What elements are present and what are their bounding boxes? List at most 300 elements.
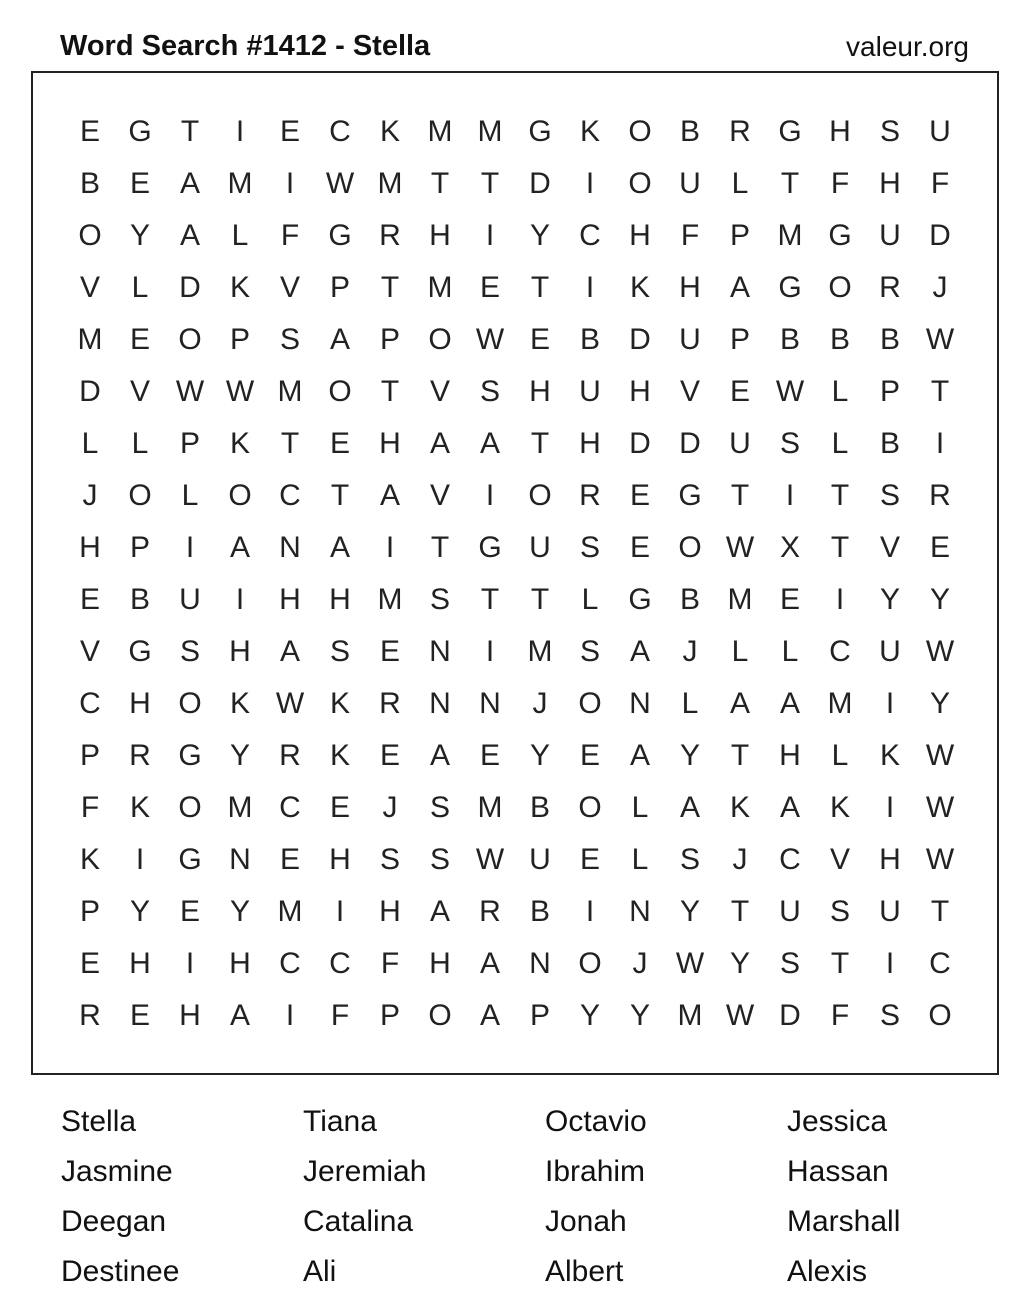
grid-cell: I (235, 115, 245, 148)
grid-cell: M (277, 375, 303, 408)
grid-cell: A (729, 271, 750, 304)
grid-cell: E (579, 843, 600, 876)
grid-cell: C (329, 947, 351, 980)
grid-cell: B (529, 791, 550, 824)
grid-cell: E (529, 323, 550, 356)
grid-cell: W (925, 323, 955, 356)
grid-cell: T (730, 739, 750, 772)
grid-cell: I (285, 167, 295, 200)
grid-cell: S (579, 531, 600, 564)
grid-cell: V (879, 531, 900, 564)
grid-cell: V (129, 375, 150, 408)
grid-cell: W (675, 947, 705, 980)
grid-cell: C (779, 843, 801, 876)
grid-cell: P (729, 219, 750, 252)
grid-cell: H (779, 739, 801, 772)
grid-cell: M (477, 115, 503, 148)
grid-cell: P (79, 895, 100, 928)
grid-cell: P (879, 375, 900, 408)
word-list-item: Marshall (787, 1205, 901, 1238)
word-list-item: Stella (61, 1105, 137, 1138)
grid-cell: B (879, 427, 900, 460)
grid-cell: D (629, 427, 651, 460)
grid-cell: L (681, 687, 699, 720)
grid-cell: O (228, 479, 252, 512)
grid-cell: N (629, 895, 651, 928)
grid-cell: G (828, 219, 852, 252)
grid-cell: N (279, 531, 301, 564)
grid-cell: H (529, 375, 551, 408)
grid-cell: Y (629, 999, 650, 1032)
grid-cell: I (385, 531, 395, 564)
word-list (61, 1097, 1030, 1297)
grid-cell: S (879, 999, 900, 1032)
grid-cell: P (379, 323, 400, 356)
grid-cell: F (280, 219, 300, 252)
grid-cell: G (128, 115, 152, 148)
grid-cell: D (529, 167, 551, 200)
grid-cell: L (831, 739, 849, 772)
grid-cell: H (579, 427, 601, 460)
grid-cell: L (131, 271, 149, 304)
grid-cell: T (380, 271, 400, 304)
grid-cell: A (779, 791, 800, 824)
grid-cell: A (179, 167, 200, 200)
word-list-item: Deegan (61, 1205, 167, 1238)
grid-cell: T (480, 167, 500, 200)
grid-cell: A (429, 739, 450, 772)
grid-cell: W (775, 375, 805, 408)
grid-cell: S (779, 947, 800, 980)
grid-cell: I (585, 271, 595, 304)
word-list-item: Hassan (787, 1155, 889, 1188)
grid-cell: M (77, 323, 103, 356)
grid-cell: G (478, 531, 502, 564)
word-list-item: Jeremiah (303, 1155, 427, 1188)
grid-cell: G (678, 479, 702, 512)
grid-cell: H (129, 947, 151, 980)
word-list-item: Ali (303, 1255, 337, 1288)
grid-cell: P (729, 323, 750, 356)
grid-cell: M (777, 219, 803, 252)
grid-cell: Y (929, 687, 950, 720)
grid-cell: C (579, 219, 601, 252)
grid-cell: F (830, 167, 850, 200)
letter-grid (65, 106, 965, 1042)
grid-cell: W (475, 323, 505, 356)
grid-cell: K (129, 791, 150, 824)
grid-cell: B (79, 167, 100, 200)
grid-cell: I (585, 895, 595, 928)
grid-cell: H (229, 947, 251, 980)
grid-cell: K (329, 687, 350, 720)
grid-cell: A (229, 531, 250, 564)
grid-cell: W (325, 167, 355, 200)
grid-cell: E (629, 531, 650, 564)
grid-cell: K (579, 115, 600, 148)
grid-cell: E (129, 323, 150, 356)
grid-cell: V (429, 479, 450, 512)
grid-cell: A (329, 323, 350, 356)
grid-cell: M (677, 999, 703, 1032)
grid-cell: U (879, 219, 901, 252)
grid-cell: G (178, 739, 202, 772)
grid-cell: S (879, 479, 900, 512)
grid-cell: F (330, 999, 350, 1032)
grid-cell: G (328, 219, 352, 252)
grid-cell: T (180, 115, 200, 148)
grid-cell: I (485, 219, 495, 252)
grid-cell: K (729, 791, 750, 824)
grid-cell: K (879, 739, 900, 772)
grid-cell: L (831, 375, 849, 408)
grid-cell: G (778, 271, 802, 304)
grid-cell: I (835, 583, 845, 616)
grid-cell: I (485, 479, 495, 512)
grid-cell: H (429, 219, 451, 252)
grid-cell: B (529, 895, 550, 928)
grid-cell: J (632, 947, 648, 980)
grid-cell: L (731, 167, 749, 200)
grid-cell: N (429, 687, 451, 720)
header (0, 0, 1030, 70)
grid-cell: R (279, 739, 301, 772)
grid-cell: M (227, 791, 253, 824)
grid-cell: H (679, 271, 701, 304)
grid-cell: S (829, 895, 850, 928)
grid-cell: R (379, 687, 401, 720)
grid-cell: A (279, 635, 300, 668)
grid-cell: T (830, 479, 850, 512)
grid-cell: E (279, 115, 300, 148)
grid-cell: G (778, 115, 802, 148)
grid-cell: V (79, 271, 100, 304)
grid-cell: A (729, 687, 750, 720)
grid-cell: H (379, 895, 401, 928)
grid-cell: T (480, 583, 500, 616)
grid-cell: P (179, 427, 200, 460)
grid-cell: E (579, 739, 600, 772)
grid-cell: I (885, 947, 895, 980)
grid-cell: V (679, 375, 700, 408)
grid-cell: N (629, 687, 651, 720)
grid-cell: O (828, 271, 852, 304)
grid-cell: T (380, 375, 400, 408)
grid-cell: I (185, 531, 195, 564)
site-name: valeur.org (846, 31, 969, 62)
grid-cell: W (925, 843, 955, 876)
grid-cell: E (379, 739, 400, 772)
grid-cell: R (729, 115, 751, 148)
grid-cell: E (129, 167, 150, 200)
word-list-item: Alexis (787, 1255, 868, 1288)
grid-cell: H (829, 115, 851, 148)
grid-cell: R (929, 479, 951, 512)
grid-cell: I (135, 843, 145, 876)
grid-cell: V (79, 635, 100, 668)
grid-cell: L (131, 427, 149, 460)
grid-cell: W (925, 635, 955, 668)
word-list-item: Catalina (303, 1205, 414, 1238)
grid-cell: G (528, 115, 552, 148)
grid-cell: U (529, 531, 551, 564)
grid-cell: T (730, 479, 750, 512)
grid-cell: H (129, 687, 151, 720)
grid-cell: C (279, 479, 301, 512)
grid-cell: C (279, 947, 301, 980)
grid-cell: A (479, 947, 500, 980)
grid-cell: S (679, 843, 700, 876)
word-list-item: Albert (545, 1255, 624, 1288)
grid-cell: O (178, 687, 202, 720)
grid-cell: I (585, 167, 595, 200)
grid-cell: D (929, 219, 951, 252)
grid-cell: F (830, 999, 850, 1032)
grid-cell: Y (679, 739, 700, 772)
grid-cell: A (629, 739, 650, 772)
grid-cell: Y (929, 583, 950, 616)
word-list-item: Tiana (303, 1105, 377, 1138)
grid-cell: H (429, 947, 451, 980)
grid-cell: A (779, 687, 800, 720)
grid-cell: E (279, 843, 300, 876)
grid-cell: Y (129, 895, 150, 928)
grid-cell: I (285, 999, 295, 1032)
grid-cell: T (280, 427, 300, 460)
grid-cell: T (930, 375, 950, 408)
grid-cell: I (885, 791, 895, 824)
grid-cell: E (329, 791, 350, 824)
grid-cell: T (930, 895, 950, 928)
grid-cell: O (178, 791, 202, 824)
grid-cell: A (679, 791, 700, 824)
grid-cell: U (179, 583, 201, 616)
grid-cell: L (631, 791, 649, 824)
grid-cell: S (479, 375, 500, 408)
grid-cell: C (829, 635, 851, 668)
grid-cell: U (879, 895, 901, 928)
grid-cell: E (479, 271, 500, 304)
grid-cell: O (628, 115, 652, 148)
grid-cell: E (129, 999, 150, 1032)
grid-cell: U (679, 167, 701, 200)
grid-cell: U (879, 635, 901, 668)
grid-cell: D (179, 271, 201, 304)
grid-cell: H (629, 375, 651, 408)
grid-cell: W (925, 739, 955, 772)
grid-cell: P (229, 323, 250, 356)
grid-cell: A (179, 219, 200, 252)
grid-cell: A (429, 895, 450, 928)
grid-cell: E (179, 895, 200, 928)
grid-cell: S (429, 583, 450, 616)
grid-cell: O (128, 479, 152, 512)
grid-cell: S (179, 635, 200, 668)
grid-cell: W (275, 687, 305, 720)
grid-cell: N (479, 687, 501, 720)
grid-cell: K (379, 115, 400, 148)
grid-cell: C (279, 791, 301, 824)
grid-cell: L (181, 479, 199, 512)
grid-cell: T (330, 479, 350, 512)
grid-cell: L (731, 635, 749, 668)
grid-cell: Y (879, 583, 900, 616)
grid-cell: B (679, 115, 700, 148)
grid-cell: U (579, 375, 601, 408)
word-list-item: Jonah (545, 1205, 627, 1238)
grid-cell: J (82, 479, 98, 512)
grid-cell: O (578, 947, 602, 980)
grid-cell: S (879, 115, 900, 148)
grid-cell: Y (679, 895, 700, 928)
grid-cell: E (79, 947, 100, 980)
grid-cell: E (629, 479, 650, 512)
grid-cell: J (532, 687, 548, 720)
grid-cell: K (629, 271, 650, 304)
grid-cell: B (879, 323, 900, 356)
grid-cell: R (879, 271, 901, 304)
grid-cell: G (178, 843, 202, 876)
grid-cell: S (329, 635, 350, 668)
grid-cell: O (678, 531, 702, 564)
grid-cell: P (379, 999, 400, 1032)
grid-cell: Y (729, 947, 750, 980)
grid-cell: M (377, 583, 403, 616)
grid-cell: S (579, 635, 600, 668)
grid-cell: H (329, 583, 351, 616)
grid-cell: U (929, 115, 951, 148)
grid-cell: H (379, 427, 401, 460)
grid-cell: W (725, 999, 755, 1032)
grid-cell: N (529, 947, 551, 980)
grid-cell: P (129, 531, 150, 564)
grid-cell: T (780, 167, 800, 200)
grid-cell: C (329, 115, 351, 148)
grid-cell: T (830, 531, 850, 564)
grid-cell: O (928, 999, 952, 1032)
grid-cell: U (779, 895, 801, 928)
word-list-item: Jessica (787, 1105, 888, 1138)
grid-cell: H (629, 219, 651, 252)
puzzle-title: Word Search #1412 - Stella (60, 30, 431, 62)
grid-cell: L (781, 635, 799, 668)
grid-cell: A (379, 479, 400, 512)
grid-cell: T (530, 583, 550, 616)
grid-cell: D (679, 427, 701, 460)
grid-cell: M (277, 895, 303, 928)
grid-cell: Y (529, 739, 550, 772)
grid-cell: D (779, 999, 801, 1032)
grid-cell: A (629, 635, 650, 668)
grid-cell: K (829, 791, 850, 824)
grid-cell: H (279, 583, 301, 616)
grid-cell: B (129, 583, 150, 616)
grid-cell: A (479, 999, 500, 1032)
grid-cell: S (429, 791, 450, 824)
grid-cell: P (79, 739, 100, 772)
grid-cell: H (179, 999, 201, 1032)
grid-cell: S (379, 843, 400, 876)
grid-cell: A (329, 531, 350, 564)
grid-cell: H (79, 531, 101, 564)
grid-cell: I (335, 895, 345, 928)
grid-cell: S (429, 843, 450, 876)
puzzle-board (31, 71, 999, 1075)
grid-cell: D (79, 375, 101, 408)
grid-cell: R (579, 479, 601, 512)
grid-cell: T (830, 947, 850, 980)
grid-cell: H (879, 843, 901, 876)
grid-cell: W (225, 375, 255, 408)
grid-cell: I (235, 583, 245, 616)
grid-cell: Y (129, 219, 150, 252)
grid-cell: S (779, 427, 800, 460)
grid-cell: M (427, 115, 453, 148)
grid-cell: Y (529, 219, 550, 252)
grid-cell: P (329, 271, 350, 304)
grid-cell: A (229, 999, 250, 1032)
grid-cell: I (485, 635, 495, 668)
grid-cell: M (227, 167, 253, 200)
grid-cell: M (527, 635, 553, 668)
grid-cell: I (885, 687, 895, 720)
grid-cell: T (730, 895, 750, 928)
grid-cell: R (79, 999, 101, 1032)
grid-cell: W (725, 531, 755, 564)
grid-cell: L (831, 427, 849, 460)
grid-cell: I (785, 479, 795, 512)
grid-cell: K (229, 427, 250, 460)
grid-cell: U (529, 843, 551, 876)
grid-cell: E (329, 427, 350, 460)
grid-cell: B (579, 323, 600, 356)
grid-cell: Y (229, 739, 250, 772)
grid-cell: O (628, 167, 652, 200)
grid-cell: K (229, 271, 250, 304)
grid-cell: H (329, 843, 351, 876)
word-list-item: Jasmine (61, 1155, 173, 1188)
grid-cell: J (682, 635, 698, 668)
grid-cell: W (475, 843, 505, 876)
grid-cell: N (229, 843, 251, 876)
grid-cell: B (829, 323, 850, 356)
grid-cell: C (79, 687, 101, 720)
grid-cell: O (78, 219, 102, 252)
grid-cell: E (79, 115, 100, 148)
grid-cell: H (879, 167, 901, 200)
grid-cell: M (427, 271, 453, 304)
grid-cell: T (430, 531, 450, 564)
grid-cell: F (80, 791, 100, 824)
grid-cell: F (930, 167, 950, 200)
grid-cell: O (528, 479, 552, 512)
grid-cell: J (382, 791, 398, 824)
grid-cell: A (479, 427, 500, 460)
grid-cell: T (530, 271, 550, 304)
grid-cell: L (81, 427, 99, 460)
grid-cell: P (529, 999, 550, 1032)
grid-cell: W (925, 791, 955, 824)
grid-cell: I (185, 947, 195, 980)
grid-cell: E (379, 635, 400, 668)
grid-cell: L (231, 219, 249, 252)
grid-cell: R (129, 739, 151, 772)
grid-cell: J (732, 843, 748, 876)
grid-cell: H (229, 635, 251, 668)
word-list-item: Destinee (61, 1255, 180, 1288)
grid-cell: R (479, 895, 501, 928)
grid-cell: B (779, 323, 800, 356)
